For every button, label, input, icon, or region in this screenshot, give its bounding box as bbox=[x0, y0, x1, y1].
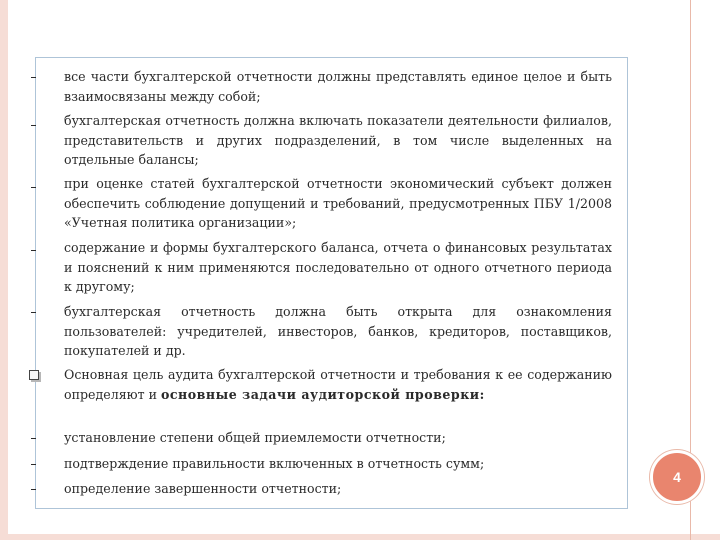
list-item: бухгалтерская отчетность должна включать показатели деятельности филиалов, представительств и других подразделений, в том числе выделенных на отдельные балансы; bbox=[64, 113, 612, 167]
list-item: установление степени общей приемлемости отчетности; bbox=[64, 430, 446, 445]
list-item: при оценке статей бухгалтерской отчетности экономический субъект должен обеспечить соблюдение допущений и требований, предусмотренных ПБУ 1/2008 «Учетная политика организации»; bbox=[64, 176, 612, 230]
list-item-text: Основная цель аудита бухгалтерской отчетности и требования к ее содержанию определяют и bbox=[64, 367, 612, 402]
dash-icon bbox=[31, 125, 36, 126]
checkbox-square-icon bbox=[29, 370, 39, 380]
list-item: подтверждение правильности включенных в отчетность сумм; bbox=[64, 456, 485, 471]
dash-icon bbox=[31, 312, 36, 313]
list-item-bold-text: основные задачи аудиторской проверки: bbox=[160, 386, 485, 402]
dash-icon bbox=[31, 464, 36, 465]
dash-icon bbox=[31, 489, 36, 490]
list-item-main-goal bbox=[64, 365, 612, 404]
dash-icon bbox=[31, 77, 36, 78]
slide-frame-bottom bbox=[0, 534, 720, 540]
dash-icon bbox=[31, 438, 36, 439]
dash-icon bbox=[31, 250, 36, 251]
list-item: определение завершенности отчетности; bbox=[64, 481, 342, 496]
slide-frame-left bbox=[0, 0, 8, 540]
dash-icon bbox=[31, 187, 36, 188]
list-item: содержание и формы бухгалтерского баланса, отчета о финансовых результатах и пояснений к ним применяются последовательно от одного отчетного периода к другому; bbox=[64, 240, 612, 294]
list-item: бухгалтерская отчетность должна быть открыта для ознакомления пользователей: учредителей, инвесторов, банков, кредиторов, поставщиков, покупателей и др. bbox=[64, 304, 612, 358]
page-number-badge: 4 bbox=[650, 450, 704, 504]
list-item: все части бухгалтерской отчетности должны представлять единое целое и быть взаимосвязаны между собой; bbox=[64, 69, 612, 104]
